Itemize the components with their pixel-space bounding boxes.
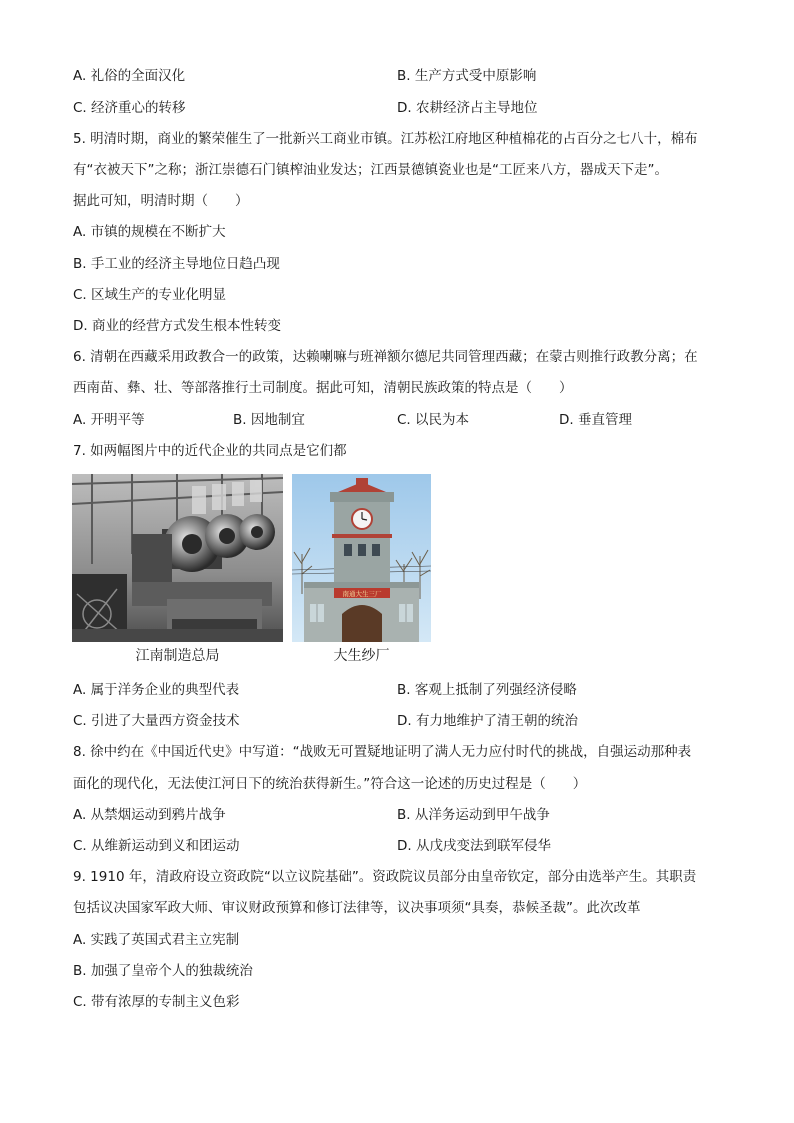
q8-stem-line-2: 面化的现代化，无法使江河日下的统治获得新生。”符合这一论述的历史过程是（ ） xyxy=(73,776,587,792)
q4-option-c[interactable]: C. 经济重心的转移 xyxy=(73,100,186,116)
q8-option-d[interactable]: D. 从戊戌变法到联军侵华 xyxy=(397,838,551,854)
q4-options-row-1 xyxy=(73,67,733,85)
jiangnan-arsenal-photo xyxy=(72,474,283,642)
q8-stem-line-1: 8. 徐中约在《中国近代史》中写道：“战败无可置疑地证明了满人无力应付时代的挑战，自强运动那种表 xyxy=(73,744,692,760)
q8-options-row-1 xyxy=(73,806,733,824)
q6-option-a[interactable]: A. 开明平等 xyxy=(73,412,145,428)
q5-option-d[interactable]: D. 商业的经营方式发生根本性转变 xyxy=(73,318,281,334)
q9-stem-line-2: 包括议决国家军政大师、审议财政预算和修订法律等，议决事项须“具奏，恭候圣裁”。此次改革 xyxy=(73,900,641,916)
q4-option-b[interactable]: B. 生产方式受中原影响 xyxy=(397,68,537,84)
q5-stem-line-3: 据此可知，明清时期（ ） xyxy=(73,193,249,209)
q6-option-d[interactable]: D. 垂直管理 xyxy=(559,412,632,428)
q8-option-b[interactable]: B. 从洋务运动到甲午战争 xyxy=(397,807,550,823)
q5-option-b[interactable]: B. 手工业的经济主导地位日趋凸现 xyxy=(73,256,280,272)
q6-stem-line-2: 西南苗、彝、壮、等部落推行土司制度。据此可知，清朝民族政策的特点是（ ） xyxy=(73,380,573,396)
dasheng-mill-sign: 南通大生三厂 xyxy=(342,590,382,598)
q4-option-a[interactable]: A. 礼俗的全面汉化 xyxy=(73,68,186,84)
q6-option-c[interactable]: C. 以民为本 xyxy=(397,412,470,428)
q7-options-row-2 xyxy=(73,712,733,730)
q4-options-row-2 xyxy=(73,99,733,117)
q7-option-b[interactable]: B. 客观上抵制了列强经济侵略 xyxy=(397,682,577,698)
jiangnan-arsenal-caption: 江南制造总局 xyxy=(135,648,220,664)
q9-option-a[interactable]: A. 实践了英国式君主立宪制 xyxy=(73,932,240,948)
q8-options-row-2 xyxy=(73,837,733,855)
q7-option-a[interactable]: A. 属于洋务企业的典型代表 xyxy=(73,682,240,698)
q7-options-row-1 xyxy=(73,681,733,699)
q8-option-c[interactable]: C. 从维新运动到义和团运动 xyxy=(73,838,240,854)
q7-option-d[interactable]: D. 有力地维护了清王朝的统治 xyxy=(397,713,578,729)
q5-stem-line-1: 5. 明清时期，商业的繁荣催生了一批新兴工商业市镇。江苏松江府地区种植棉花的占百分之七八十，棉布 xyxy=(73,131,698,147)
dasheng-mill-photo xyxy=(292,474,431,642)
q5-stem-line-2: 有“衣被天下”之称；浙江崇德石门镇榨油业发达；江西景德镇瓷业也是“工匠来八方，器成天下走”。 xyxy=(73,162,668,178)
q4-option-d[interactable]: D. 农耕经济占主导地位 xyxy=(397,100,538,116)
q9-option-c[interactable]: C. 带有浓厚的专制主义色彩 xyxy=(73,994,240,1010)
q5-option-c[interactable]: C. 区域生产的专业化明显 xyxy=(73,287,227,303)
q9-option-b[interactable]: B. 加强了皇帝个人的独裁统治 xyxy=(73,963,253,979)
q8-option-a[interactable]: A. 从禁烟运动到鸦片战争 xyxy=(73,807,226,823)
q6-option-b[interactable]: B. 因地制宜 xyxy=(233,412,305,428)
q5-option-a[interactable]: A. 市镇的规模在不断扩大 xyxy=(73,224,226,240)
q9-stem-line-1: 9. 1910 年，清政府设立资政院“以立议院基础”。资政院议员部分由皇帝钦定，部分由选举产生。其职责 xyxy=(73,869,697,885)
dasheng-mill-caption: 大生纱厂 xyxy=(333,648,390,664)
q6-stem-line-1: 6. 清朝在西藏采用政教合一的政策，达赖喇嘛与班禅额尔德尼共同管理西藏；在蒙古则推行政教分离；在 xyxy=(73,349,698,365)
q6-options-row xyxy=(73,411,733,429)
q7-stem: 7. 如两幅图片中的近代企业的共同点是它们都 xyxy=(73,443,347,459)
q7-option-c[interactable]: C. 引进了大量西方资金技术 xyxy=(73,713,240,729)
